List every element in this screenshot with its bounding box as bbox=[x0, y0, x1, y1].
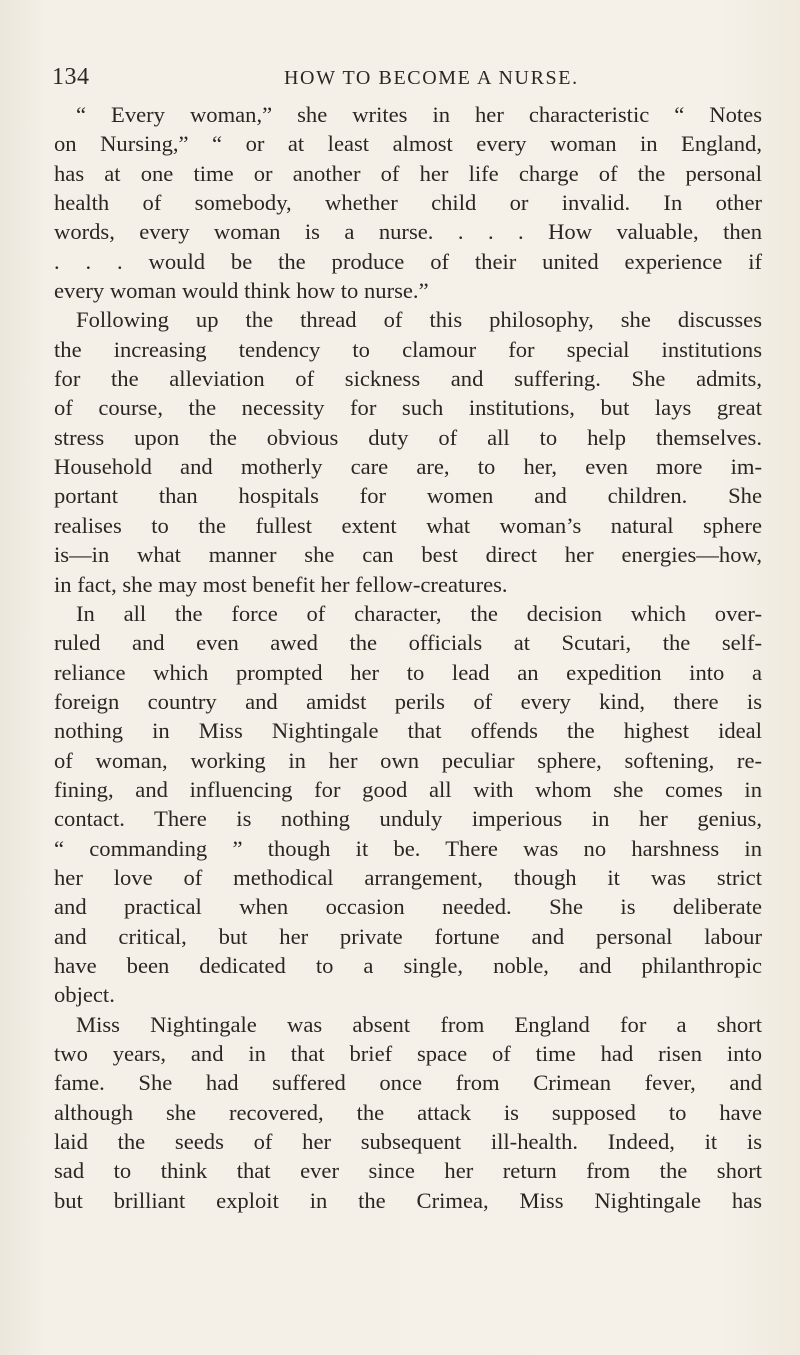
running-head bbox=[52, 64, 752, 94]
body-text bbox=[54, 100, 762, 1215]
text-line: has at one time or another of her life charge of the personal bbox=[54, 160, 762, 186]
text-line: In all the force of character, the decision which over- bbox=[76, 600, 762, 626]
text-line: stress upon the obvious duty of all to help themselves. bbox=[54, 424, 762, 450]
text-line: of woman, working in her own peculiar sphere, softening, re- bbox=[54, 747, 762, 773]
text-line: is—in what manner she can best direct her energies—how, bbox=[54, 542, 762, 568]
text-line: Miss Nightingale was absent from England for a short bbox=[76, 1011, 762, 1037]
text-line: ruled and even awed the officials at Scutari, the self- bbox=[54, 630, 762, 656]
text-line: health of somebody, whether child or invalid. In other bbox=[54, 190, 762, 216]
text-line: foreign country and amidst perils of every kind, there is bbox=[54, 688, 762, 714]
text-line: “ Every woman,” she writes in her characteristic “ Notes bbox=[76, 102, 762, 127]
text-line: nothing in Miss Nightingale that offends the highest ideal bbox=[54, 718, 762, 744]
text-line: fame. She had suffered once from Crimean fever, and bbox=[54, 1070, 762, 1096]
text-line: although she recovered, the attack is supposed to have bbox=[54, 1099, 762, 1125]
text-line: on Nursing,” “ or at least almost every woman in England, bbox=[54, 131, 762, 157]
text-line: laid the seeds of her subsequent ill-health. Indeed, it is bbox=[54, 1129, 762, 1155]
text-line: reliance which prompted her to lead an expedition into a bbox=[54, 659, 762, 685]
text-line: but brilliant exploit in the Crimea, Miss Nightingale has bbox=[54, 1187, 762, 1213]
text-line: portant than hospitals for women and children. She bbox=[54, 483, 762, 509]
text-line: Following up the thread of this philosophy, she discusses bbox=[76, 307, 762, 333]
text-line: her love of methodical arrangement, though it was strict bbox=[54, 864, 762, 890]
text-line: words, every woman is a nurse. . . . How valuable, then bbox=[54, 219, 762, 245]
text-line: and practical when occasion needed. She is deliberate bbox=[54, 894, 762, 920]
text-line: realises to the fullest extent what woman’s natural sphere bbox=[54, 512, 762, 538]
text-line: two years, and in that brief space of time had risen into bbox=[54, 1041, 762, 1066]
page-number: 134 bbox=[52, 64, 90, 90]
text-line: object. bbox=[54, 982, 115, 1008]
text-line: of course, the necessity for such institutions, but lays great bbox=[54, 395, 762, 421]
text-line: every woman would think how to nurse.” bbox=[54, 278, 429, 304]
text-line: Household and motherly care are, to her, even more im- bbox=[54, 454, 762, 480]
text-line: fining, and influencing for good all with whom she comes in bbox=[54, 776, 762, 802]
text-line: sad to think that ever since her return from the short bbox=[54, 1158, 762, 1184]
text-line: have been dedicated to a single, noble, and philanthropic bbox=[54, 952, 762, 978]
text-line: and critical, but her private fortune and personal labour bbox=[54, 923, 762, 949]
text-line: contact. There is nothing unduly imperious in her genius, bbox=[54, 806, 762, 832]
text-line: “ commanding ” though it be. There was no harshness in bbox=[54, 835, 762, 861]
running-title: HOW TO BECOME A NURSE. bbox=[284, 67, 579, 89]
text-line: . . . would be the produce of their united experience if bbox=[54, 248, 762, 274]
text-line: for the alleviation of sickness and suffering. She admits, bbox=[54, 366, 762, 392]
text-line: in fact, she may most benefit her fellow-creatures. bbox=[54, 571, 508, 597]
text-line: the increasing tendency to clamour for special institutions bbox=[54, 336, 762, 362]
